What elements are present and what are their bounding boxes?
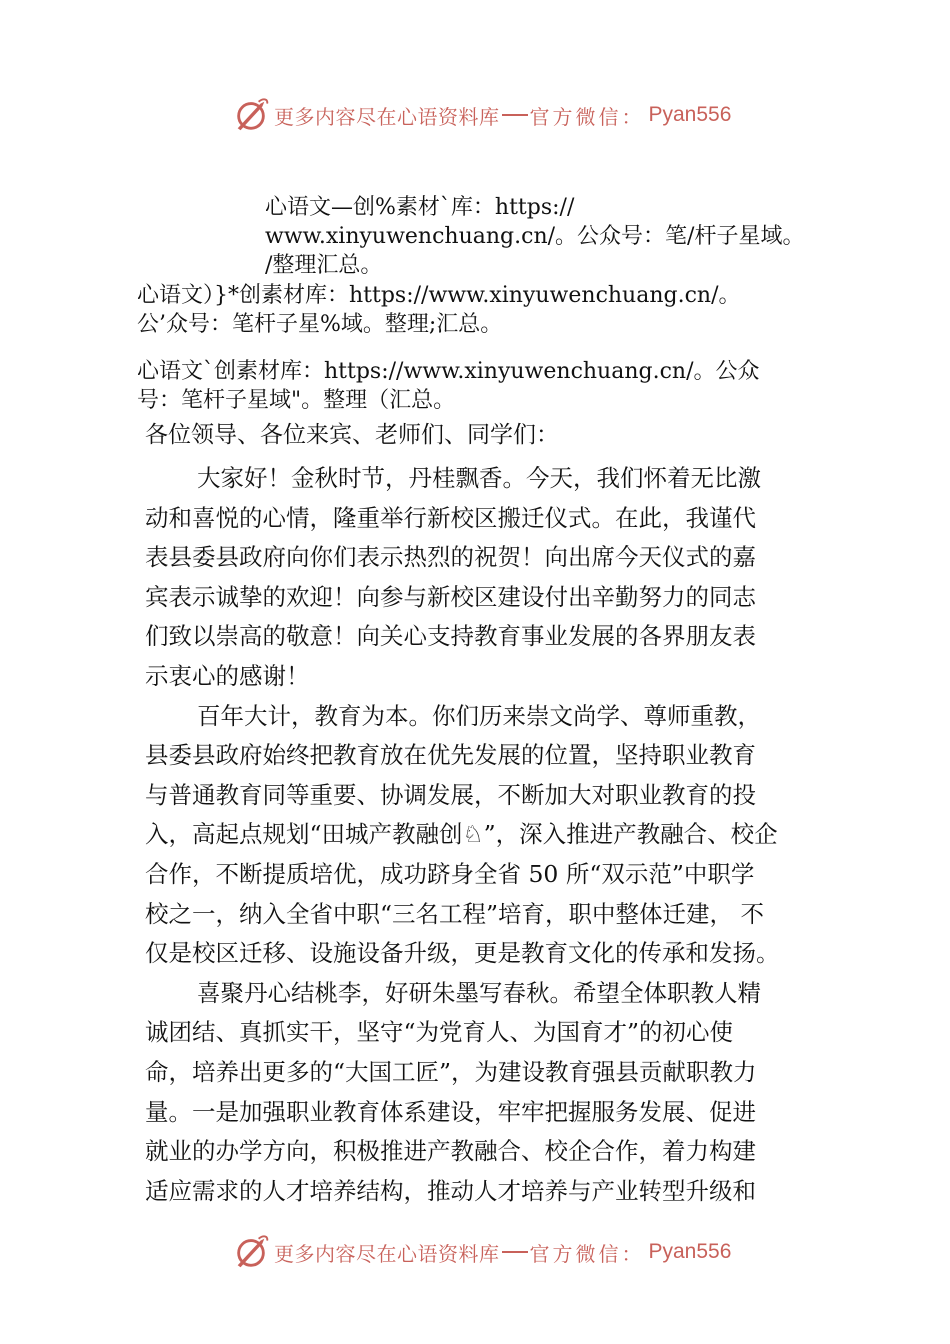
source-note-2 [137,281,741,339]
paragraph-line: 与普通教育同等重要、协调发展，不断加大对职业教育的投 [145,780,756,809]
banner-weixin-label: 官方微信： [529,104,645,129]
paragraph-line: 宾表示诚挚的欢迎！向参与新校区建设付出辛勤努力的同志 [145,582,756,611]
speech-greeting: 各位领导、各位来宾、老师们、同学们： [145,422,559,448]
paragraph-line: 适应需求的人才培养结构，推动人才培养与产业转型升级和 [145,1176,756,1205]
source-line: 心语文`创素材库：https://www.xinyuwenchuang.cn/。公众 [137,359,760,384]
paragraph-line: 表县委县政府向你们表示热烈的祝贺！向出席今天仪式的嘉 [145,543,756,572]
paragraph-line: 县委县政府始终把教育放在优先发展的位置，坚持职业教育 [145,741,756,770]
source-line: 心语文—创%素材`库：https:// [265,195,575,220]
source-note-1 [265,193,804,280]
speech-body [145,459,825,1211]
paragraph-line: 命，培养出更多的“大国工匠”，为建设教育强县贡献职教力 [145,1057,757,1086]
source-line: 公’众号：笔杆子星%域。整理;汇总。 [137,312,503,337]
header-banner [232,95,731,135]
source-note-3 [137,357,760,415]
banner-weixin-id: Pyan556 [648,103,732,126]
source-line: www.xinyuwenchuang.cn/。公众号：笔/杆子星域。 [265,224,805,249]
banner-weixin-id: Pyan556 [648,1240,732,1263]
footer-banner [232,1232,731,1272]
paragraph-line: 合作，不断提质培优，成功跻身全省 50 所“双示范”中职学 [145,859,755,888]
banner-dash [502,114,528,116]
banner-weixin-label: 官方微信： [529,1241,645,1266]
paragraph-line: 入，高起点规划“田城产教融创♘”，深入推进产教融合、校企 [145,820,778,849]
paragraph-3 [145,974,825,1212]
paragraph-line: 们致以崇高的敬意！向关心支持教育事业发展的各界朋友表 [145,622,756,651]
paragraph-line: 百年大计，教育为本。你们历来崇文尚学、尊师重教， [197,701,761,730]
banner-dash [502,1251,528,1253]
source-line: 心语文）}*创素材库：https://www.xinyuwenchuang.cn/。 [137,283,741,308]
paragraph-line: 就业的办学方向，积极推进产教融合、校企合作，着力构建 [145,1137,756,1166]
quill-pen-logo-icon [232,96,270,134]
banner-text: 更多内容尽在心语资料库 [274,104,500,129]
paragraph-1 [145,459,825,697]
paragraph-line: 仅是校区迁移、设施设备升级，更是教育文化的传承和发扬。 [145,939,780,968]
paragraph-line: 大家好！金秋时节，丹桂飘香。今天，我们怀着无比激 [197,464,761,492]
source-line: 号：笔杆子星域"。整理（汇总。 [137,388,456,413]
paragraph-line: 动和喜悦的心情，隆重举行新校区搬迁仪式。在此，我谨代 [145,503,756,532]
paragraph-line: 诚团结、真抓实干，坚守“为党育人、为国育才”的初心使 [145,1018,734,1047]
paragraph-2 [145,697,825,974]
paragraph-line: 喜聚丹心结桃李，好研朱墨写春秋。希望全体职教人精 [197,978,761,1007]
source-line: /整理汇总。 [265,253,383,278]
quill-pen-logo-icon [232,1233,270,1271]
paragraph-line: 示衷心的感谢！ [145,661,310,690]
paragraph-line: 量。一是加强职业教育体系建设，牢牢把握服务发展、促进 [145,1097,756,1126]
paragraph-line: 校之一，纳入全省中职“三名工程”培育，职中整体迁建， 不 [145,899,764,928]
banner-text: 更多内容尽在心语资料库 [274,1241,500,1266]
